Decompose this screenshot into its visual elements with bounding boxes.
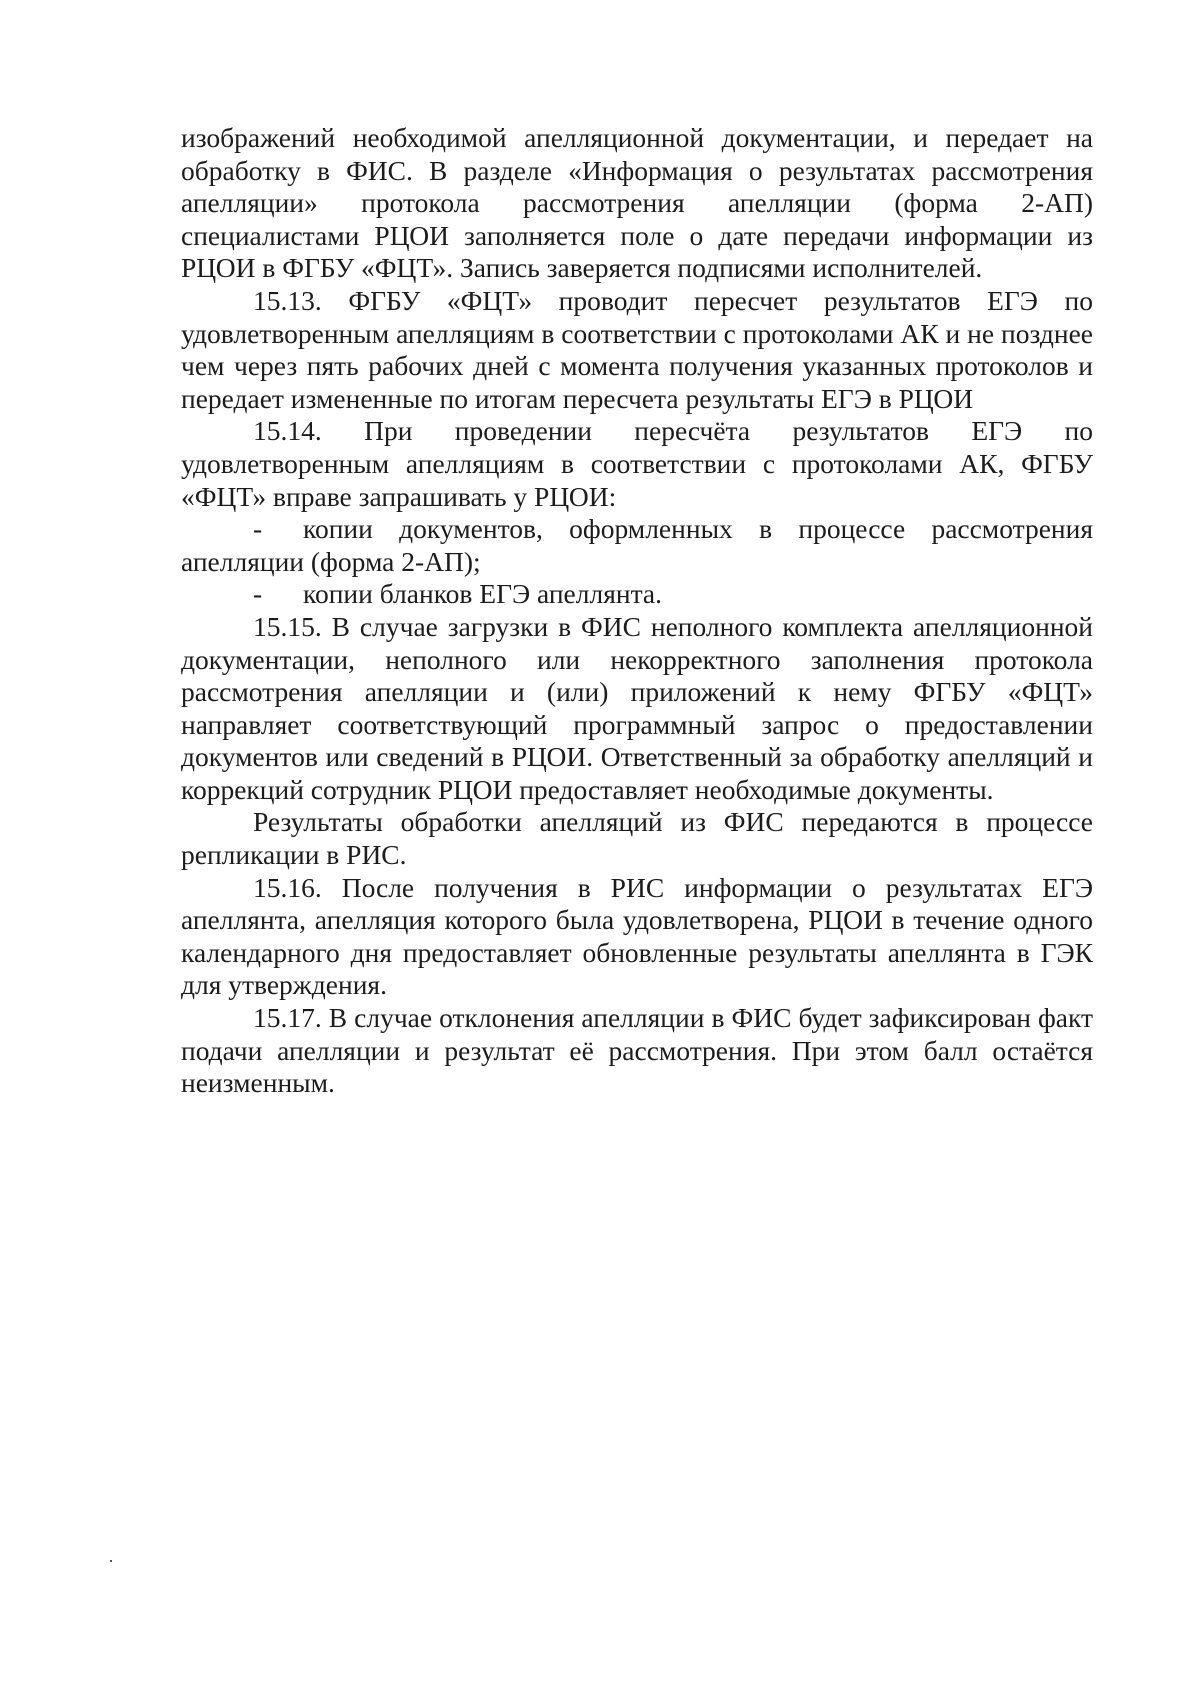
dash-marker: - bbox=[253, 513, 263, 545]
paragraph-15-16: 15.16. После получения в РИС информации о результатах ЕГЭ апеллянта, апелляция которого была удовлетворена, РЦОИ в течение одного календарного дня предоставляет обновленные результаты апеллянта в ГЭК для утверждения. bbox=[181, 871, 1093, 1001]
list-item bbox=[181, 513, 1093, 578]
paragraph-continuation: изображений необходимой апелляционной документации, и передает на обработку в ФИС. В разделе «Информация о результатах рассмотрения апелляции» протокола рассмотрения апелляции (форма 2-АП) специалистами РЦОИ заполняется поле о дате передачи информации из РЦОИ в ФГБУ «ФЦТ». Запись заверяется подписями исполнителей. bbox=[181, 122, 1093, 284]
list-item-text: копии бланков ЕГЭ апеллянта. bbox=[303, 578, 663, 610]
paragraph-15-14: 15.14. При проведении пересчёта результатов ЕГЭ по удовлетворенным апелляциям в соответствии с протоколами АК, ФГБУ «ФЦТ» вправе запрашивать у РЦОИ: bbox=[181, 415, 1093, 512]
list-item-text: копии документов, оформленных в процессе рассмотрения апелляции (форма 2-АП); bbox=[181, 513, 1093, 577]
scan-artifact-dot bbox=[110, 1560, 112, 1562]
paragraph-15-15: 15.15. В случае загрузки в ФИС неполного комплекта апелляционной документации, неполного или некорректного заполнения протокола рассмотрения апелляции и (или) приложений к нему ФГБУ «ФЦТ» направляет соответствующий программный запрос о предоставлении документов или сведений в РЦОИ. Ответственный за обработку апелляций и коррекций сотрудник РЦОИ предоставляет необходимые документы. bbox=[181, 610, 1093, 805]
dash-marker: - bbox=[253, 578, 263, 610]
document-body bbox=[181, 122, 1093, 1100]
paragraph-15-17: 15.17. В случае отклонения апелляции в ФИС будет зафиксирован факт подачи апелляции и результат её рассмотрения. При этом балл остаётся неизменным. bbox=[181, 1002, 1093, 1099]
list-item bbox=[181, 578, 1093, 611]
paragraph-results-replication: Результаты обработки апелляций из ФИС передаются в процессе репликации в РИС. bbox=[181, 806, 1093, 871]
paragraph-15-13: 15.13. ФГБУ «ФЦТ» проводит пересчет результатов ЕГЭ по удовлетворенным апелляциям в соответствии с протоколами АК и не позднее чем через пять рабочих дней с момента получения указанных протоколов и передает измененные по итогам пересчета результаты ЕГЭ в РЦОИ bbox=[181, 284, 1093, 414]
